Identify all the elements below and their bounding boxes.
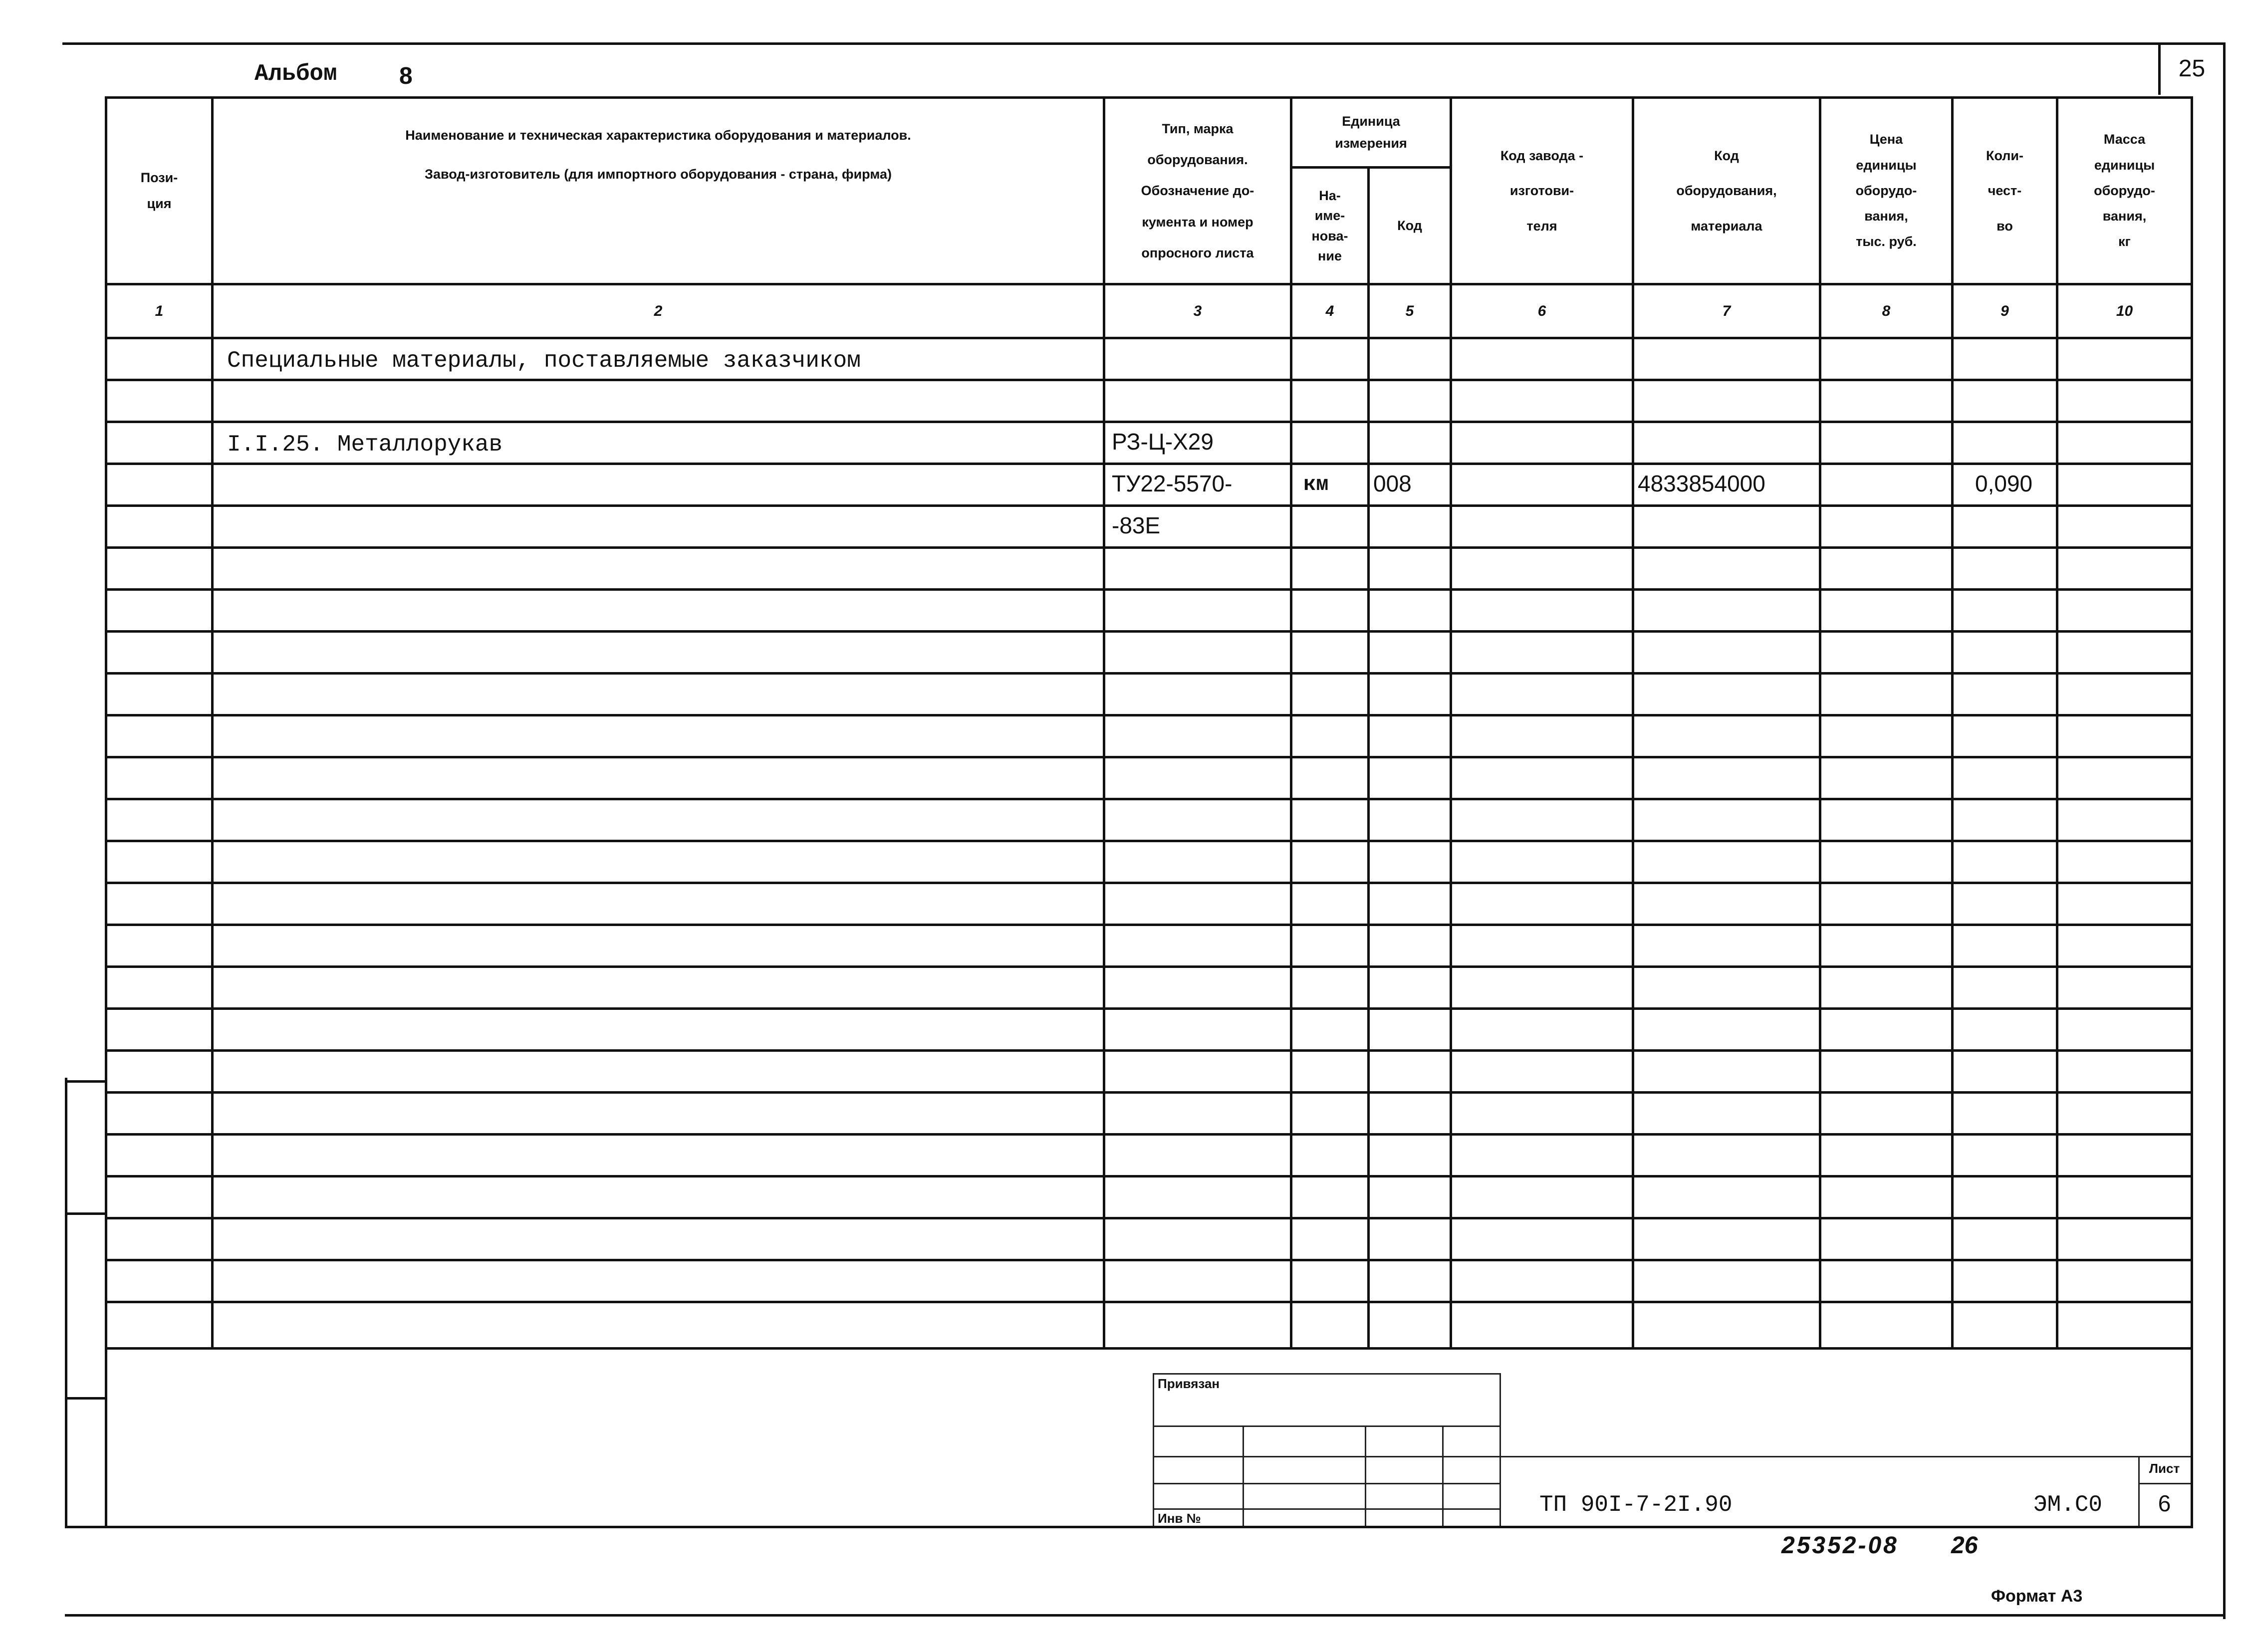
- col-number-5: 5: [1405, 302, 1414, 319]
- row-line: [105, 1091, 2193, 1094]
- row-line: [105, 1133, 2193, 1136]
- archive-sheet: 26: [1951, 1532, 1978, 1559]
- header-col-9: Коли- чест- во: [1986, 148, 2024, 234]
- col-number-7: 7: [1722, 302, 1731, 319]
- col-number-2: 2: [654, 302, 663, 319]
- header-col-3: Тип, марка оборудования. Обозначение до- кумента и номер опросного листа: [1141, 121, 1254, 260]
- col-number-8: 8: [1882, 302, 1891, 319]
- row-line: [105, 965, 2193, 968]
- archive-number: 25352-08: [1781, 1532, 1899, 1559]
- col-number-4: 4: [1325, 302, 1334, 319]
- item-type-doc: ТУ22-5570-: [1112, 471, 1233, 496]
- row-line: [105, 882, 2193, 884]
- stamp-box-divider: [1365, 1425, 1366, 1526]
- binding-strip-tick: [65, 1212, 107, 1215]
- stamp-bottom-line: [65, 1526, 2193, 1528]
- col-divider-6: [1632, 96, 1634, 1349]
- row-line: [105, 588, 2193, 591]
- stamp-box-top: [1153, 1373, 1499, 1375]
- sheet-box-left: [2138, 1456, 2140, 1526]
- header-col-4: На- име- нова- ние: [1311, 188, 1348, 263]
- page-number-box-left: [2158, 45, 2161, 95]
- col-number-1: 1: [155, 302, 164, 319]
- sheet-number: 6: [2158, 1490, 2171, 1516]
- col-divider-8: [1951, 96, 1954, 1349]
- stamp-box-line: [1153, 1456, 1499, 1457]
- col-divider-5: [1450, 96, 1452, 1349]
- row-line: [105, 1259, 2193, 1261]
- sheet-box-divider: [2138, 1483, 2191, 1484]
- stamp-box-divider: [1243, 1425, 1244, 1526]
- album-number: 8: [399, 63, 413, 89]
- item-unit-name: км: [1303, 472, 1329, 496]
- item-quantity: 0,090: [1975, 471, 2033, 496]
- stamp-box-right: [1499, 1373, 1501, 1526]
- right-border-line: [2223, 42, 2226, 1619]
- item-name: I.I.25. Металлорукав: [227, 432, 503, 458]
- format-label: Формат А3: [1991, 1587, 2083, 1606]
- row-line: [105, 463, 2193, 465]
- row-line: [105, 840, 2193, 842]
- col-number-6: 6: [1537, 302, 1546, 319]
- col-divider-1: [211, 96, 214, 1349]
- col-number-10: 10: [2116, 302, 2133, 319]
- item-material-code: 4833854000: [1638, 471, 1765, 496]
- sheet-label: Лист: [2149, 1461, 2180, 1476]
- stamp-privyazan-label: Привязан: [1158, 1376, 1220, 1391]
- row-line: [105, 1049, 2193, 1052]
- col-number-3: 3: [1193, 302, 1202, 319]
- stamp-box-line: [1153, 1508, 1499, 1510]
- binding-strip-tick: [65, 1080, 107, 1083]
- table-body-bottom-line: [105, 1347, 2193, 1350]
- row-line: [105, 546, 2193, 549]
- row-line: [105, 379, 2193, 381]
- row-line: [105, 672, 2193, 675]
- col-number-9: 9: [2000, 302, 2009, 319]
- row-line: [105, 1007, 2193, 1010]
- header-col-7: Код оборудования, материала: [1676, 148, 1777, 234]
- col-divider-7: [1819, 96, 1821, 1349]
- item-type-doc-cont: -83Е: [1112, 512, 1161, 538]
- stamp-box-divider: [1442, 1425, 1444, 1526]
- column-number-row-line: [105, 337, 2193, 339]
- album-label: Альбом: [254, 61, 337, 87]
- binding-strip-line: [65, 1078, 67, 1527]
- top-border-line: [62, 42, 2226, 45]
- stamp-box-line: [1153, 1483, 1499, 1484]
- col-divider-9: [2056, 96, 2058, 1349]
- row-line: [105, 421, 2193, 423]
- document-mark: ЭМ.С0: [2033, 1492, 2103, 1518]
- row-line: [105, 798, 2193, 800]
- col-divider-2: [1103, 96, 1105, 1349]
- item-type-mark: РЗ-Ц-Х29: [1112, 429, 1214, 455]
- bottom-border-line: [65, 1614, 2226, 1617]
- row-line: [105, 924, 2193, 926]
- header-col-2: Наименование и техническая характеристика оборудования и материалов. Завод-изготовитель (для импортного оборудования - страна, фирма): [405, 127, 911, 182]
- stamp-box-left: [1153, 1373, 1154, 1526]
- header-col-1: Пози- ция: [140, 170, 178, 211]
- header-col-10: Масса единицы оборудо- вания, кг: [2094, 132, 2155, 249]
- header-unit-group: Единица измерения: [1335, 114, 1407, 151]
- title-block-top: [1499, 1456, 2191, 1457]
- row-line: [105, 504, 2193, 507]
- binding-strip-tick: [65, 1397, 107, 1400]
- table-right-line: [2191, 96, 2193, 1528]
- row-line: [105, 1301, 2193, 1303]
- header-col-8: Цена единицы оборудо- вания, тыс. руб.: [1855, 132, 1917, 249]
- section-title: Специальные материалы, поставляемые заказчиком: [227, 348, 861, 374]
- stamp-inv-label: Инв №: [1158, 1511, 1201, 1526]
- header-col-6: Код завода - изготови- теля: [1500, 148, 1584, 234]
- stamp-box-line: [1153, 1425, 1499, 1427]
- col-divider-3: [1290, 96, 1292, 1349]
- row-line: [105, 1217, 2193, 1219]
- item-unit-code: 008: [1373, 471, 1412, 496]
- header-col-5: Код: [1397, 218, 1422, 233]
- row-line: [105, 756, 2193, 758]
- document-code: ТП 90I-7-2I.90: [1539, 1492, 1733, 1518]
- row-line: [105, 630, 2193, 633]
- page-number: 25: [2178, 55, 2206, 82]
- row-line: [105, 714, 2193, 716]
- row-line: [105, 1175, 2193, 1178]
